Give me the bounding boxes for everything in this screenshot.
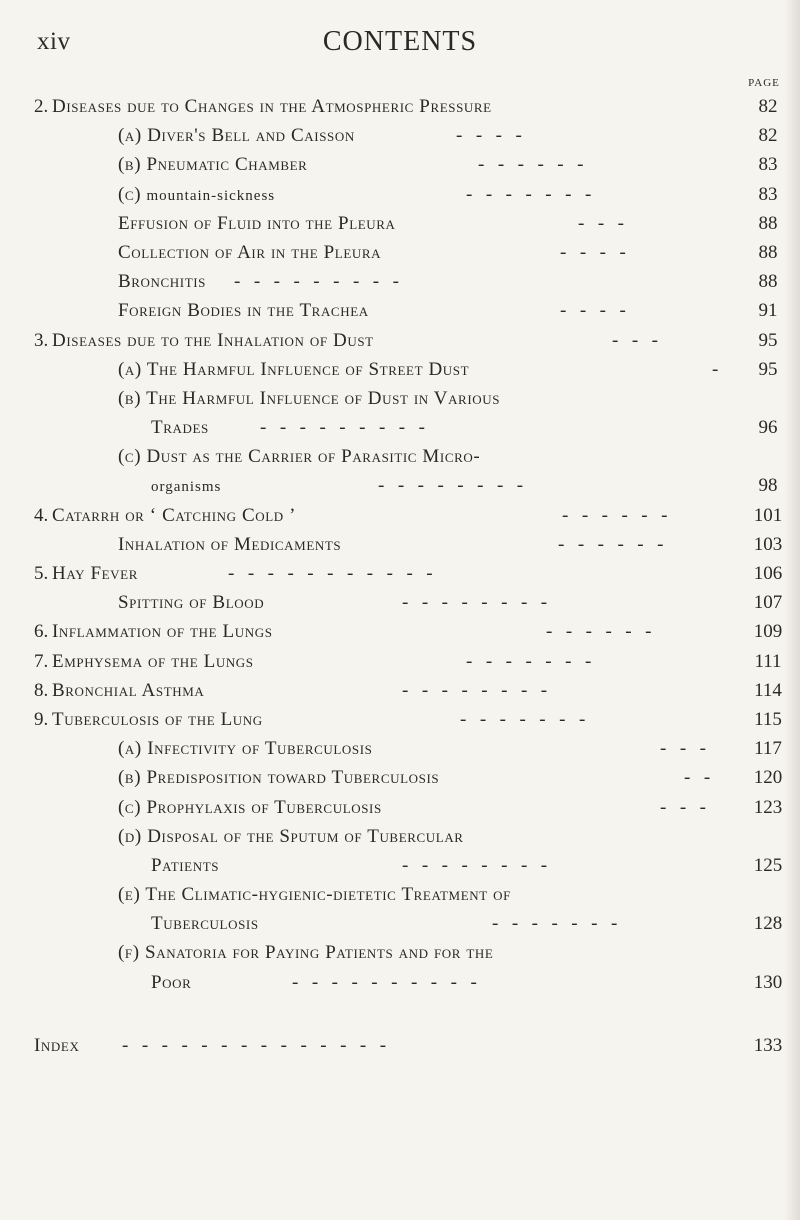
entry-title: Tuberculosis of the Lung [52,708,263,730]
entry-title: (b) Pneumatic Chamber [118,154,308,176]
toc-entry [0,763,800,792]
entry-title: (c) Prophylaxis of Tuberculosis [118,796,382,818]
entry-page-number: 114 [754,679,782,701]
dot-leader: ------ [562,504,681,526]
toc-entry [0,705,800,734]
entry-title: (a) Infectivity of Tuberculosis [118,738,373,760]
toc-entry [0,501,800,530]
entry-number: 9. [34,708,49,730]
entry-title: (f) Sanatoria for Paying Patients and for the [118,942,494,964]
entry-title: Index [34,1034,80,1056]
entry-title: Collection of Air in the Pleura [118,241,382,263]
entry-title: Bronchitis [118,271,207,293]
toc-entry [0,355,800,384]
entry-page-number: 88 [758,271,778,293]
toc-entry [0,851,800,880]
toc-entry [0,822,800,851]
dot-leader: ------ [478,154,597,176]
entry-number: 4. [34,504,49,526]
toc-entry [0,180,800,209]
toc-entry [0,734,800,763]
entry-title: organisms [151,479,222,496]
toc-entry [0,968,800,997]
page-header [0,22,800,62]
dot-leader: --------- [234,271,413,293]
entry-title: (c) Dust as the Carrier of Parasitic Micro- [118,446,481,468]
dot-leader: --- [660,796,720,818]
entry-page-number: 106 [753,563,783,584]
entry-title: (d) Disposal of the Sputum of Tubercular [118,825,464,847]
running-title: CONTENTS [322,26,478,57]
dot-leader: ------ [546,621,665,643]
entry-title: Inflammation of the Lungs [52,621,273,643]
entry-title: (a) The Harmful Influence of Street Dust [118,358,470,380]
entry-title: Spitting of Blood [118,592,265,614]
entry-title: Inhalation of Medicaments [118,533,342,555]
entry-title: Trades [151,417,209,439]
toc-entry [0,676,800,705]
entry-title: Diseases due to Changes in the Atmospheric Pressure [52,96,492,117]
entry-title: Bronchial Asthma [52,679,205,701]
dot-leader: -------- [402,592,561,614]
entry-page-number: 115 [754,708,782,730]
dot-leader: ----------- [228,563,447,584]
dot-leader: ---- [560,241,640,263]
entry-title: Foreign Bodies in the Trachea [118,300,369,322]
dot-leader: -- [684,767,724,789]
toc-entry [0,471,800,500]
section-gap [0,997,800,1031]
dot-leader: ---- [560,300,640,322]
entry-page-number: 95 [758,358,778,380]
entry-page-number: 96 [758,417,778,439]
dot-leader: ---------- [292,971,491,993]
entry-number: 3. [34,329,49,351]
dot-leader: ------- [492,913,631,935]
entry-page-number: 91 [758,300,778,322]
entry-page-number: 109 [753,621,783,643]
entry-page-number: 103 [753,533,783,555]
dot-leader: -------- [402,854,561,876]
entry-title: (e) The Climatic-hygienic-dietetic Treatment of [118,884,511,906]
entry-page-number: 111 [754,650,782,672]
toc-entry [0,617,800,646]
toc-entry [0,442,800,471]
entry-page-number: 130 [753,971,783,993]
toc-entry [0,238,800,267]
toc-entry [0,92,800,121]
page-column-label: PAGE [748,77,780,89]
dot-leader: ------- [460,708,599,730]
entry-title: (b) Predisposition toward Tuberculosis [118,767,440,789]
dot-leader: -------------- [122,1034,400,1056]
toc-entry [0,588,800,617]
entry-title: Diseases due to the Inhalation of Dust [52,329,374,351]
entry-title: Hay Fever [52,563,138,584]
entry-page-number: 123 [753,796,783,818]
entry-page-number: 98 [758,475,778,497]
toc-entry [0,384,800,413]
entry-number: 6. [34,621,49,643]
entry-title: Patients [151,854,220,876]
toc-entry [0,1031,800,1060]
entry-page-number: 88 [758,212,778,234]
toc-entry [0,647,800,676]
dot-leader: ------ [558,533,677,555]
dot-leader: ---- [456,125,536,147]
entry-title: (c) mountain-sickness [118,183,276,205]
entry-number: 8. [34,679,49,701]
entry-number: 5. [34,563,49,584]
table-of-contents [0,92,800,1060]
entry-title: Poor [151,971,192,993]
toc-entry [0,880,800,909]
entry-number: 7. [34,650,49,672]
entry-page-number: 133 [753,1034,783,1056]
toc-entry [0,326,800,355]
entry-title: Tuberculosis [151,913,259,935]
entry-number: 2. [34,96,49,117]
dot-leader: -------- [402,679,561,701]
toc-entry [0,413,800,442]
entry-page-number: 117 [754,738,782,760]
entry-page-number: 101 [753,504,783,526]
dot-leader: --- [660,738,720,760]
dot-leader: --------- [260,417,439,439]
toc-entry [0,150,800,179]
entry-page-number: 128 [753,913,783,935]
dot-leader: --- [612,329,672,351]
entry-title: Effusion of Fluid into the Pleura [118,212,396,234]
toc-entry [0,793,800,822]
entry-page-number: 125 [753,854,783,876]
entry-page-number: 120 [753,767,783,789]
toc-entry [0,530,800,559]
dot-leader: ------- [466,183,605,205]
entry-page-number: 83 [758,154,778,176]
toc-entry [0,121,800,150]
entry-title: (b) The Harmful Influence of Dust in Various [118,387,501,409]
entry-page-number: 82 [758,125,778,147]
entry-title: Emphysema of the Lungs [52,650,254,672]
entry-page-number: 107 [753,592,783,614]
entry-page-number: 88 [758,241,778,263]
entry-page-number: 95 [758,329,778,351]
dot-leader: --- [578,212,638,234]
toc-entry [0,909,800,938]
entry-title: Catarrh or ‘ Catching Cold ’ [52,504,297,526]
dot-leader: - [712,358,732,380]
toc-entry [0,209,800,238]
toc-entry [0,267,800,296]
toc-entry [0,938,800,967]
entry-page-number: 83 [758,183,778,205]
page-number: xiv [37,28,71,55]
entry-title: (a) Diver's Bell and Caisson [118,125,355,147]
toc-entry [0,296,800,325]
dot-leader: -------- [378,475,537,497]
dot-leader: ------- [466,650,605,672]
entry-page-number: 82 [758,96,778,117]
toc-entry [0,559,800,588]
